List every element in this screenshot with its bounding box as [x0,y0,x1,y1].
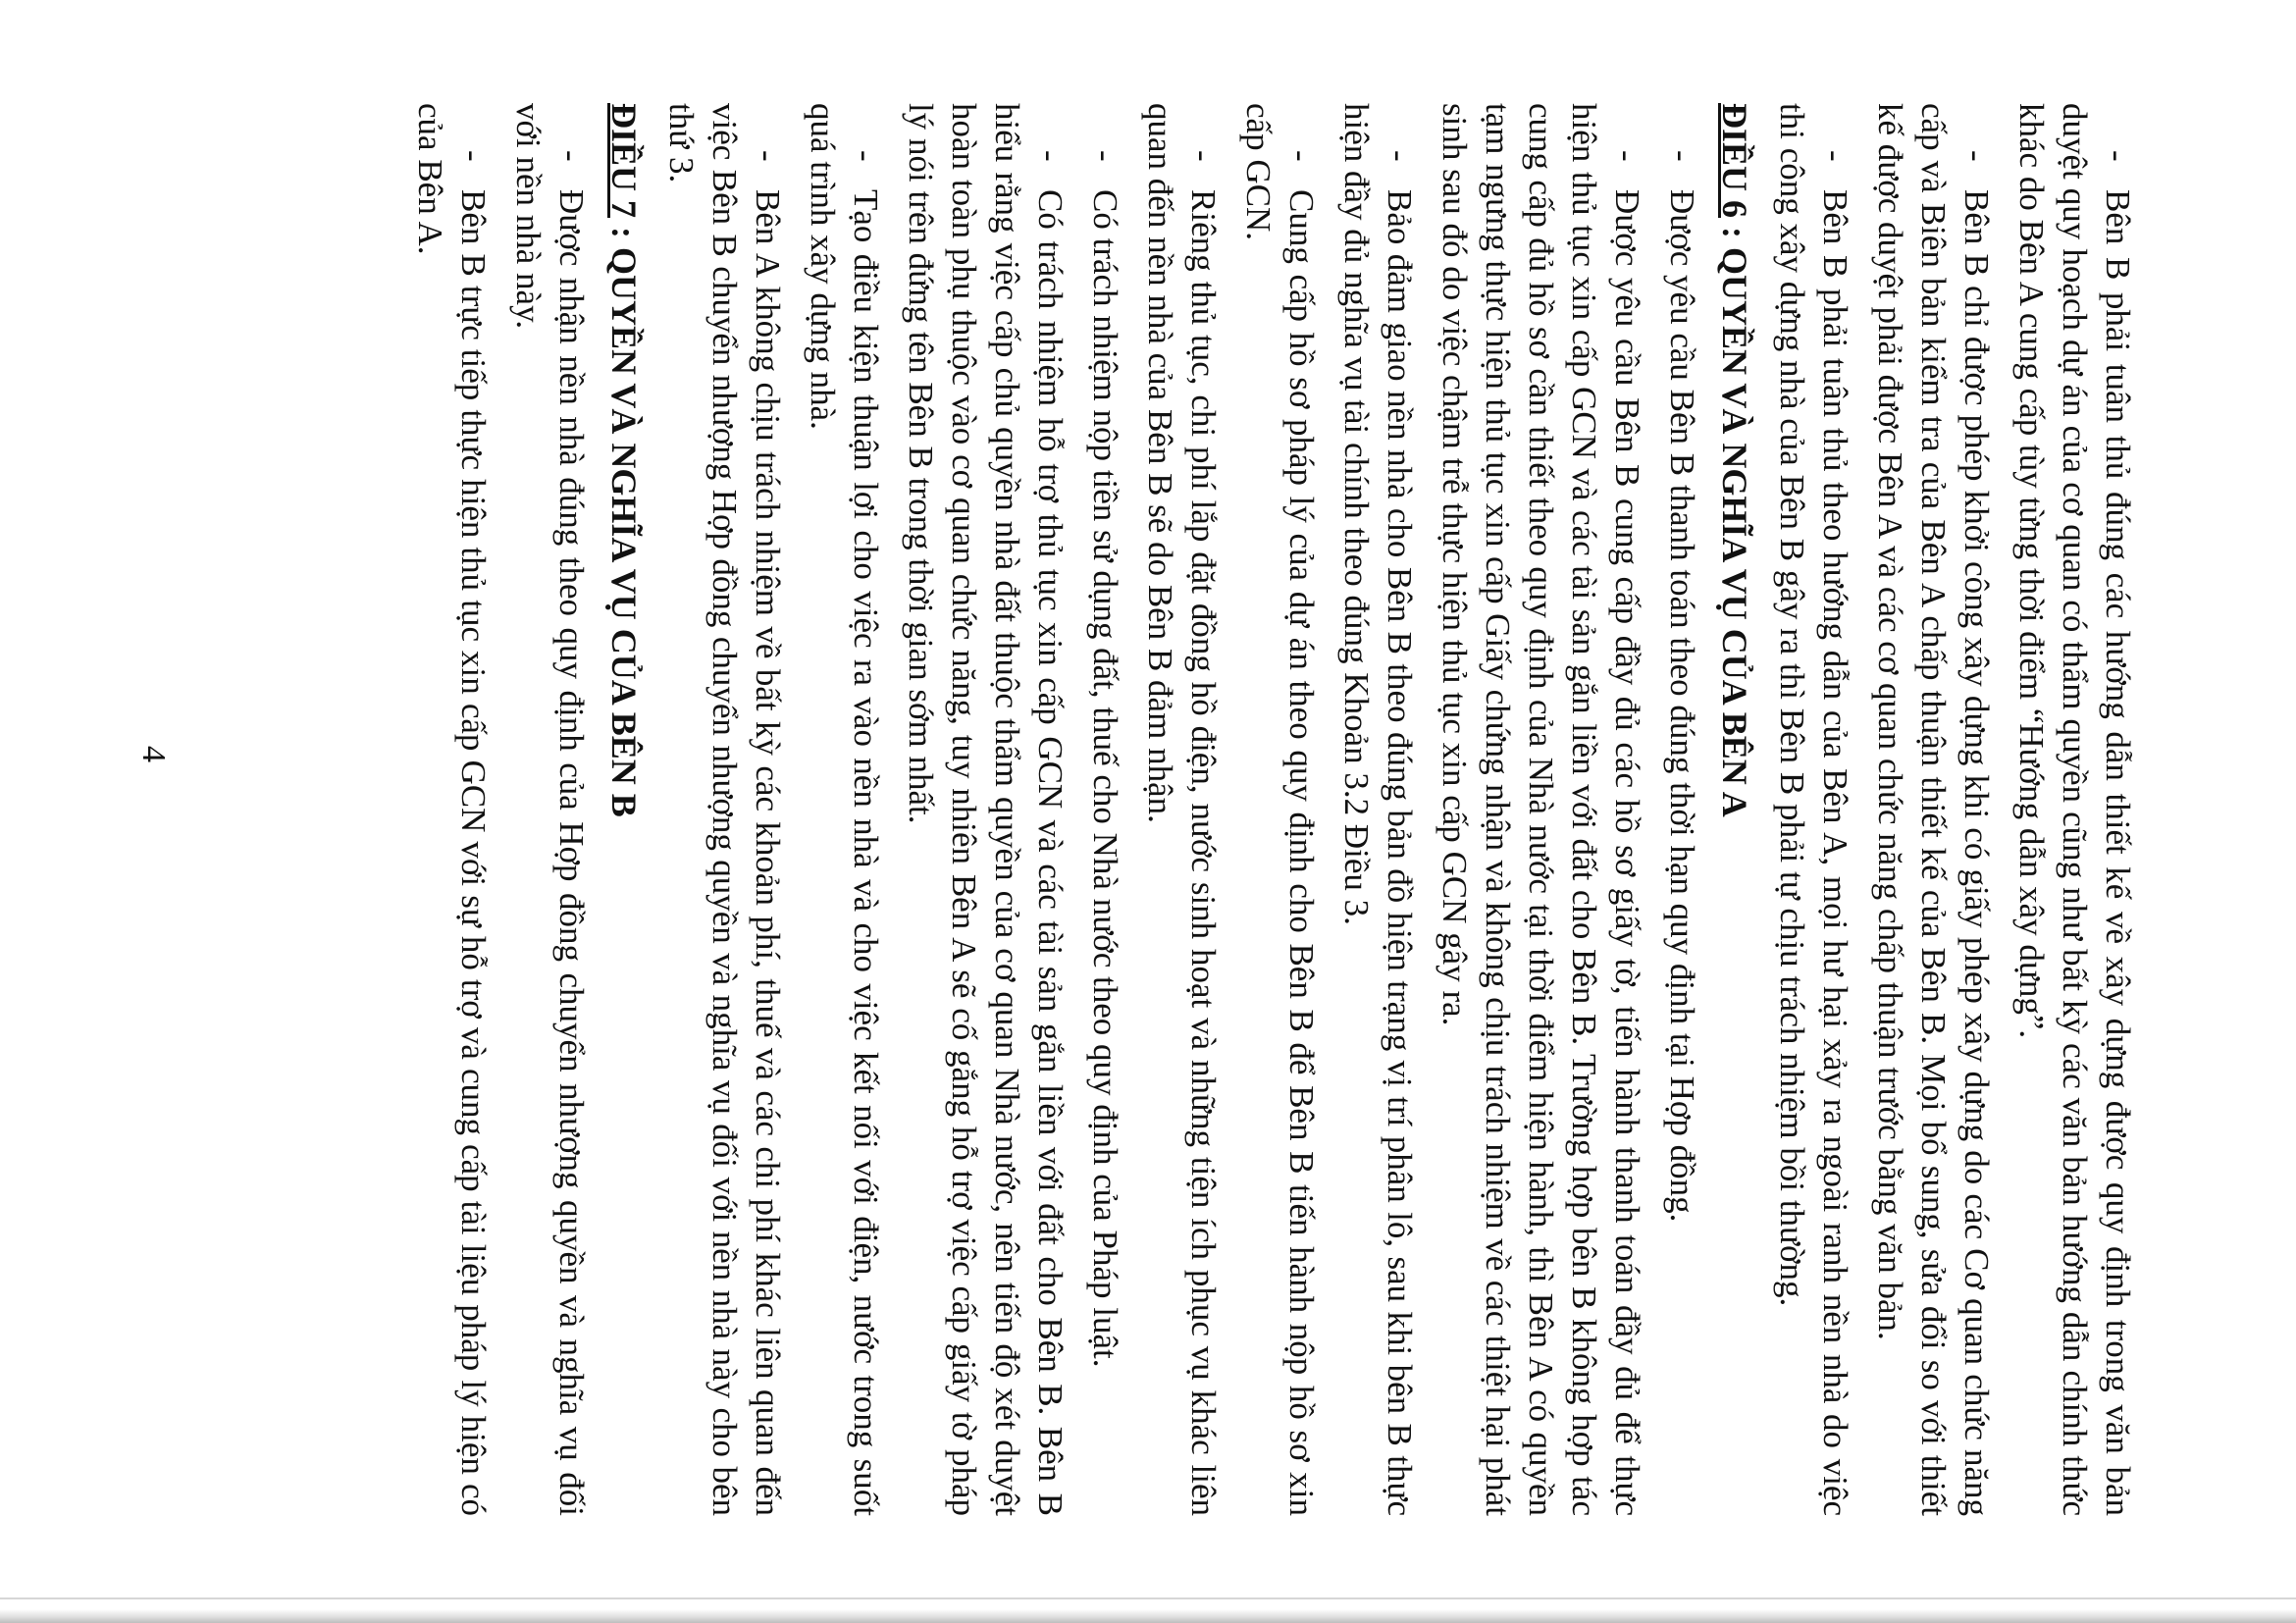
paragraph: -Bên A không chịu trách nhiệm về bất kỳ các khoản phí, thuế và các chi phí khác liên quan đến việc Bên B chuyển nhượng Hợp đồng chuyển nhượng quyền và nghĩa vụ đối với nền nhà này cho bên thứ 3. [662,103,787,1516]
paragraph: -Được yêu cầu Bên B thanh toán theo đúng thời hạn quy định tại Hợp đồng. [1663,150,1701,1223]
paragraph: -Bên B phải tuân thủ đúng các hướng dẫn thiết kế về xây dựng được quy định trong văn bản duyệt quy hoạch dự án của cơ quan có thẩm quyền cũng như bất kỳ các văn bản hướng dẫn chính thức khác do Bên A cung cấp tùy từng thời điểm “Hướng dẫn xây dựng”. [2012,103,2137,1516]
paragraph: -Bên B chỉ được phép khởi công xây dựng khi có giấy phép xây dựng do các Cơ quan chức năng cấp và Biên bản kiểm tra của Bên A chấp thuận thiết kế của Bên B. Mọi bổ sung, sửa đổi so với thiết kế được duyệt phải được Bên A và các cơ quan chức năng chấp thuận trước bằng văn bản. [1871,103,1996,1516]
document-body [396,103,2139,1516]
section-heading-article-7: ĐIỀU 7 : QUYỀN VÀ NGHĨA VỤ CỦA BÊN B [604,103,644,817]
paragraph: -Tạo điều kiện thuận lợi cho việc ra vào nền nhà và cho việc kết nối với điện, nước trong suốt quá trình xây dựng nhà. [804,103,885,1516]
paragraph: -Được yêu cầu Bên B cung cấp đầy đủ các hồ sơ giấy tờ, tiến hành thanh toán đầy đủ để thực hiện thủ tục xin cấp GCN và các tài sản gắn liền với đất cho Bên B. Trường hợp bên B không hợp tác cung cấp đủ hồ sơ cần thiết theo quy định của Nhà nước tại thời điểm hiện hành, thì Bên A có quyền tạm ngưng thực hiện thủ tục xin cấp Giấy chứng nhận và không chịu trách nhiệm về các thiệt hại phát sinh sau đó do việc chậm trễ thực hiện thủ tục xin cấp GCN gây ra. [1435,103,1646,1516]
paragraph: -Có trách nhiệm nộp tiền sử dụng đất, thuế cho Nhà nước theo quy định của Pháp luật. [1086,150,1124,1368]
paragraph: -Có trách nhiệm hỗ trợ thủ tục xin cấp GCN và các tài sản gắn liền với đất cho Bên B. Bên B hiểu rằng việc cấp chủ quyền nhà đất thuộc thẩm quyền của cơ quan Nhà nước, nên tiến độ xét duyệt hoàn toàn phụ thuộc vào cơ quan chức năng, tuy nhiên Bên A sẽ cố gắng hỗ trợ việc cấp giấy tờ pháp lý nói trên đứng tên Bên B trong thời gian sớm nhất. [902,103,1070,1516]
paragraph: -Cung cấp hồ sơ pháp lý của dự án theo quy định cho Bên B để Bên B tiến hành nộp hồ sơ xin cấp GCN. [1239,103,1321,1516]
scan-edge-shadow [0,1609,2296,1623]
paragraph: -Được nhận nền nhà đúng theo quy định của Hợp đồng chuyển nhượng quyền và nghĩa vụ đối với nền nhà này. [509,103,591,1516]
paragraph: -Bên B phải tuân thủ theo hướng dẫn của Bên A, mọi hư hại xảy ra ngoài ranh nền nhà do việc thi công xây dựng nhà của Bên B gây ra thì Bên B phải tự chịu trách nhiệm bồi thường. [1773,103,1854,1516]
paragraph: -Bảo đảm giao nền nhà cho Bên B theo đúng bản đồ hiện trạng vị trí phân lô, sau khi bên B thực hiện đầy đủ nghĩa vụ tài chính theo đúng Khoản 3.2 Điều 3. [1337,103,1419,1516]
paragraph: -Riêng thủ tục, chi phí lắp đặt đồng hồ điện, nước sinh hoạt và những tiện ích phục vụ khác liên quan đến nền nhà của Bên B sẽ do Bên B đảm nhận. [1141,103,1223,1516]
scan-edge-line [0,1597,2296,1599]
section-heading-article-6: ĐIỀU 6 : QUYỀN VÀ NGHĨA VỤ CỦA BÊN A [1715,103,1754,817]
page-number: 4 [135,746,172,762]
paragraph: -Bên B trực tiếp thực hiện thủ tục xin cấp GCN với sự hỗ trợ và cung cấp tài liệu pháp lý hiện có của Bên A. [411,103,493,1516]
